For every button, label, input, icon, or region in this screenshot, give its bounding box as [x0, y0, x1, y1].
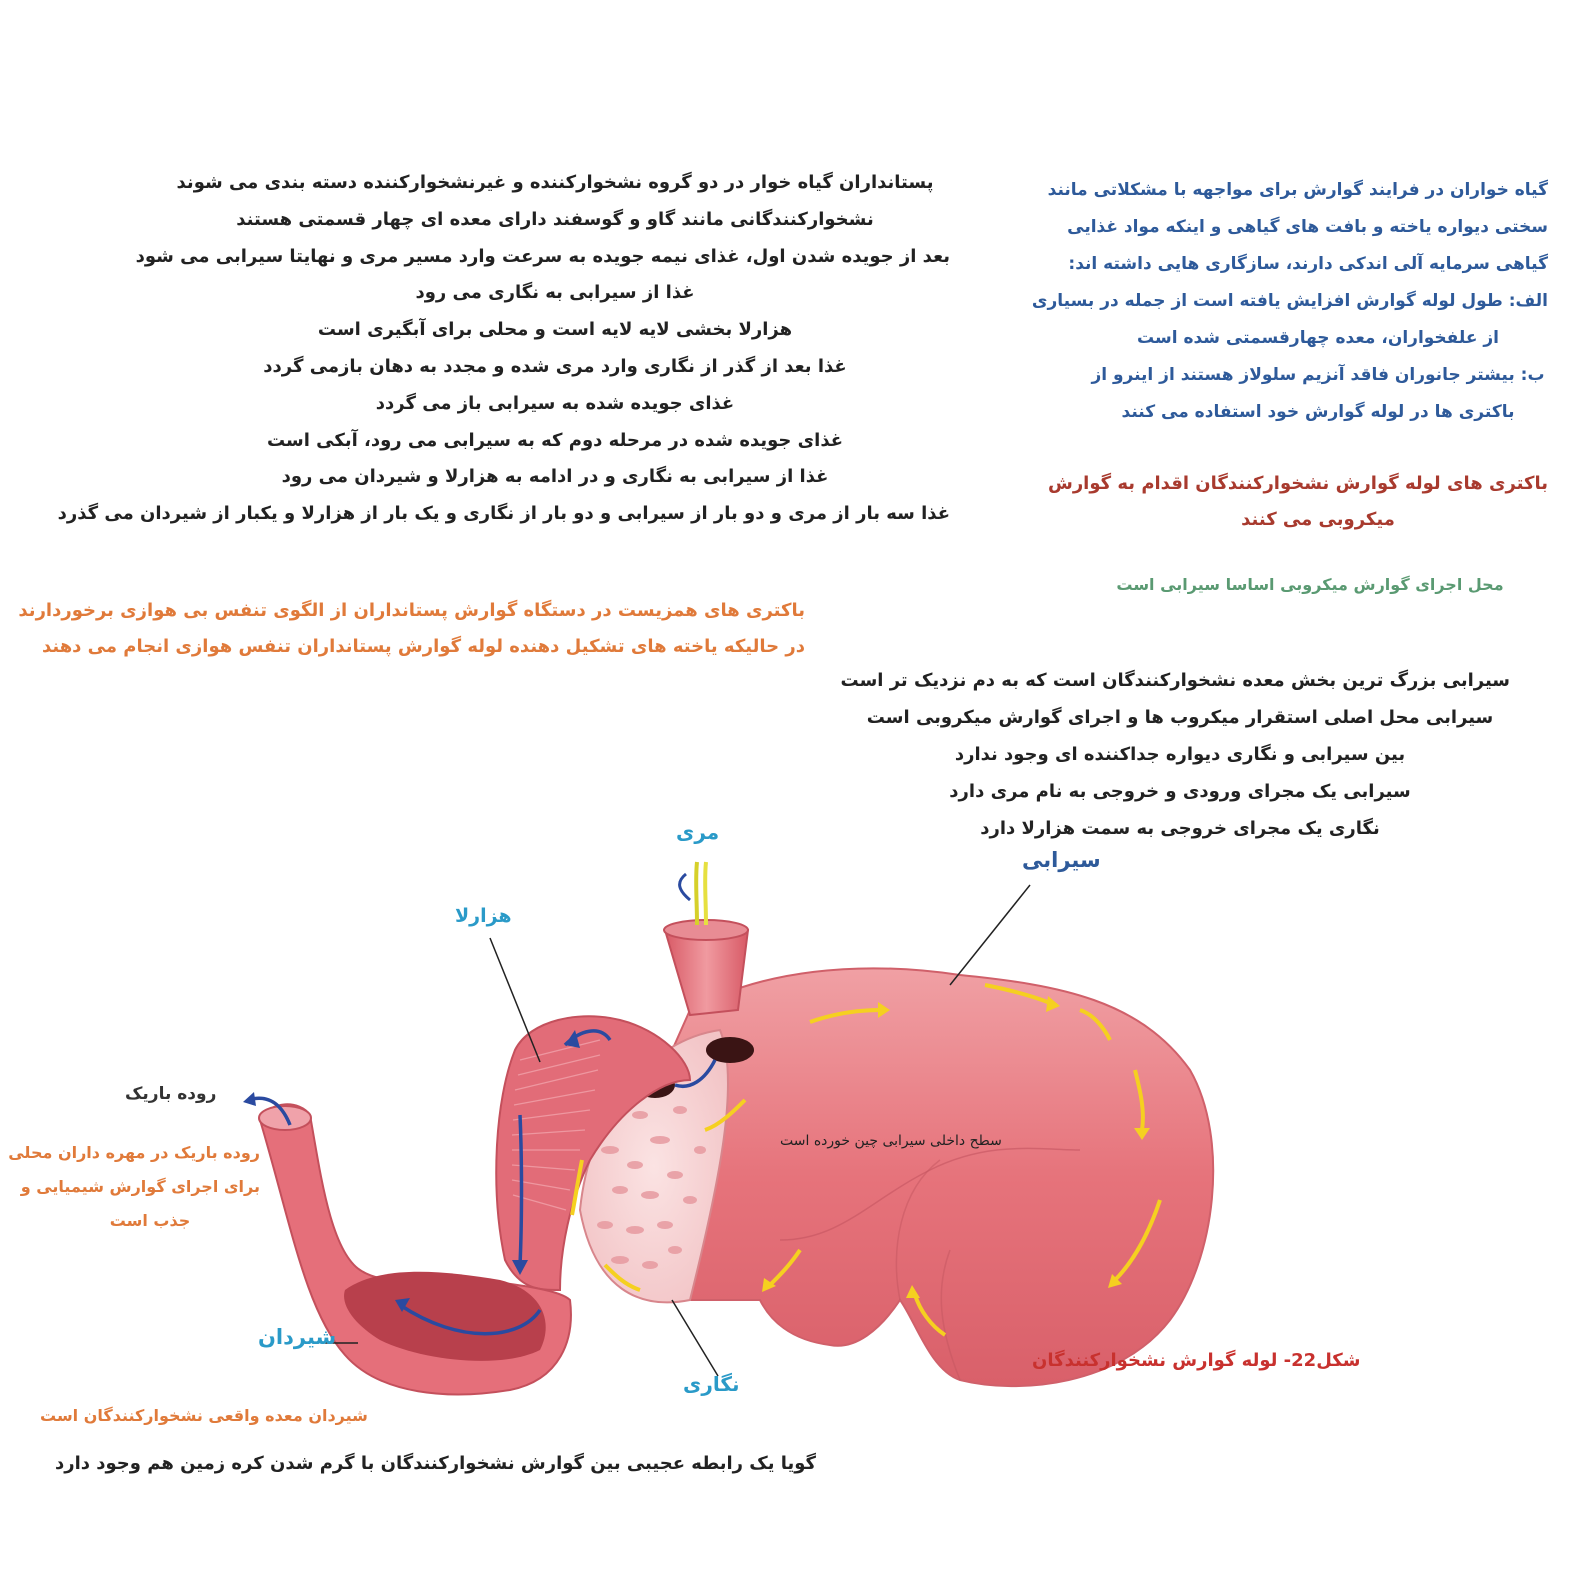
text-line: نشخوارکنندگانی مانند گاو و گوسفند دارای معده ای چهار قسمتی هستند — [236, 208, 874, 230]
text-line: پستانداران گیاه خوار در دو گروه نشخوارکننده و غیرنشخوارکننده دسته بندی می شوند — [176, 172, 934, 193]
text-line: گیاه خواران در فرایند گوارش برای مواجهه با مشکلاتی مانند — [1047, 180, 1548, 200]
reticulum-leader — [672, 1300, 718, 1376]
text-line: بین سیرابی و نگاری دیواره جداکننده ای وجود ندارد — [954, 744, 1406, 765]
text-line: باکتری های همزیست در دستگاه گوارش پستانداران از الگوی تنفس بی هوازی برخوردارند — [18, 600, 805, 621]
text-line: باکتری های لوله گوارش نشخوارکنندگان اقدام به گوارش — [1047, 473, 1548, 494]
figure-caption: شکل22- لوله گوارش نشخوارکنندگان — [1032, 1350, 1361, 1371]
text-line: برای اجرای گوارش شیمیایی و — [20, 1177, 260, 1196]
text-line: سیرابی یک مجرای ورودی و خروجی به نام مری دارد — [949, 781, 1411, 802]
rumen-label: سیرابی — [1022, 848, 1101, 872]
digestion-process-block — [57, 165, 950, 533]
text-line: در حالیکه یاخته های تشکیل دهنده لوله گوارش پستانداران تنفس هوازی انجام می دهند — [41, 636, 805, 657]
rumen-inner-surface-label: سطح داخلی سیرابی چین خورده است — [780, 1133, 1002, 1149]
small-intestine-note — [8, 1136, 260, 1238]
abomasum-note: شیردان معده واقعی نشخوارکنندگان است — [40, 1406, 368, 1425]
text-line: ب: بیشتر جانوران فاقد آنزیم سلولاز هستند از اینرو از — [1091, 365, 1545, 385]
rumen-facts-block — [840, 662, 1510, 847]
text-line: هزارلا بخشی لایه لایه است و محلی برای آبگیری است — [317, 319, 793, 341]
microbial-site-note — [1100, 575, 1520, 594]
text-line: الف: طول لوله گوارش افزایش یافته است از جمله در بسیاری — [1031, 291, 1548, 311]
text-line: محل اجرای گوارش میکروبی اساسا سیرابی است — [1116, 575, 1504, 594]
adaptations-text-block — [1031, 172, 1548, 431]
text-line: از علفخواران، معده چهارقسمتی شده است — [1136, 328, 1499, 348]
text-line: میکروبی می کنند — [1241, 509, 1395, 530]
rumen-leader — [950, 885, 1030, 985]
text-line: گیاهی سرمایه آلی اندکی دارند، سازگاری هایی داشته اند: — [1068, 254, 1548, 274]
esophagus-blue-arrow — [680, 874, 690, 900]
rumen-body — [636, 968, 1214, 1386]
text-line: سیرابی بزرگ ترین بخش معده نشخوارکنندگان است که به دم نزدیک تر است — [840, 670, 1510, 691]
text-line: غذا سه بار از مری و دو بار از سیرابی و دو بار از نگاری و یک بار از هزارلا و یکبار از شیردان می گذرد — [57, 503, 950, 525]
small-intestine-label: روده باریک — [125, 1084, 217, 1104]
text-line: سختی دیواره یاخته و بافت های گیاهی و اینکه مواد غذایی — [1067, 217, 1548, 237]
reticulum-label: نگاری — [683, 1372, 740, 1396]
esophagus-strand — [705, 862, 706, 925]
reticulum-orifice — [706, 1037, 754, 1063]
text-line: باکتری ها در لوله گوارش خود استفاده می کنند — [1121, 402, 1515, 422]
esophagus-strand — [696, 862, 697, 925]
global-warming-note: گویا یک رابطه عجیبی بین گوارش نشخوارکنندگان با گرم شدن کره زمین هم وجود دارد — [55, 1453, 817, 1474]
text-line: غذا از سیرابی به نگاری و در ادامه به هزارلا و شیردان می رود — [281, 466, 829, 488]
esophagus-label: مری — [676, 820, 720, 844]
microbial-digestion-note — [1047, 466, 1548, 538]
text-line: غذا از سیرابی به نگاری می رود — [415, 282, 695, 304]
text-line: سیرابی محل اصلی استقرار میکروب ها و اجرای گوارش میکروبی است — [866, 707, 1494, 728]
text-line: بعد از جویده شدن اول، غذای نیمه جویده به سرعت وارد مسیر مری و نهایتا سیرابی می شود — [135, 245, 950, 267]
omasum-leader — [490, 938, 540, 1062]
abomasum-label: شیردان — [258, 1325, 337, 1349]
text-line: جذب است — [109, 1211, 191, 1230]
text-line: غذا بعد از گذر از نگاری وارد مری شده و مجدد به دهان بازمی گردد — [263, 355, 847, 377]
text-line: نگاری یک مجرای خروجی به سمت هزارلا دارد — [980, 818, 1380, 839]
text-line: غذای جویده شده به سیرابی باز می گردد — [375, 392, 735, 414]
symbiotic-bacteria-note — [18, 593, 805, 665]
omasum-label: هزارلا — [455, 905, 512, 927]
text-line: غذای جویده شده در مرحله دوم که به سیرابی می رود، آبکی است — [266, 429, 844, 451]
text-line: روده باریک در مهره داران محلی — [8, 1143, 260, 1162]
